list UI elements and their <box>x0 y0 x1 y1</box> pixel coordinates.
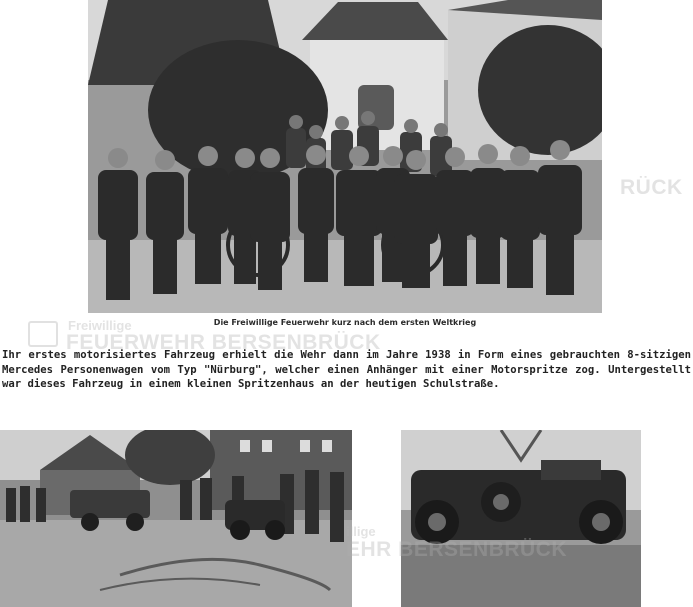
watermark-fragment-bottom-big: EHR BERSENBRÜCK <box>346 538 568 561</box>
watermark-fragment-bottom-small: illige <box>346 524 376 539</box>
photo-main-drawing <box>88 0 602 313</box>
history-paragraph: Ihr erstes motorisiertes Fahrzeug erhielt die Wehr dann im Jahre 1938 in Form eines gebrauchten 8-sitzigen Mercedes Personenwagen vom Typ "Nürburg", welcher einen Anhänger mit einer Motorspritze zog. Untergestellt war dieses Fahrzeug in einem kleinen Spritzenhaus an der heutigen Schulstraße. <box>2 349 691 391</box>
photo-mercedes-car <box>401 430 641 607</box>
watermark-fragment-right: RÜCK <box>620 176 683 199</box>
photo-street-drawing <box>0 430 352 607</box>
photo-caption: Die Freiwillige Feuerwehr kurz nach dem ersten Weltkrieg <box>213 318 477 327</box>
photo-fire-brigade-group <box>88 0 602 313</box>
watermark-label-big: FEUERWEHR BERSENBRÜCK <box>66 331 381 354</box>
photo-car-drawing <box>401 430 641 607</box>
photo-street-vehicles <box>0 430 352 607</box>
watermark-badge <box>28 321 58 347</box>
watermark-label-small: Freiwillige <box>68 318 132 333</box>
